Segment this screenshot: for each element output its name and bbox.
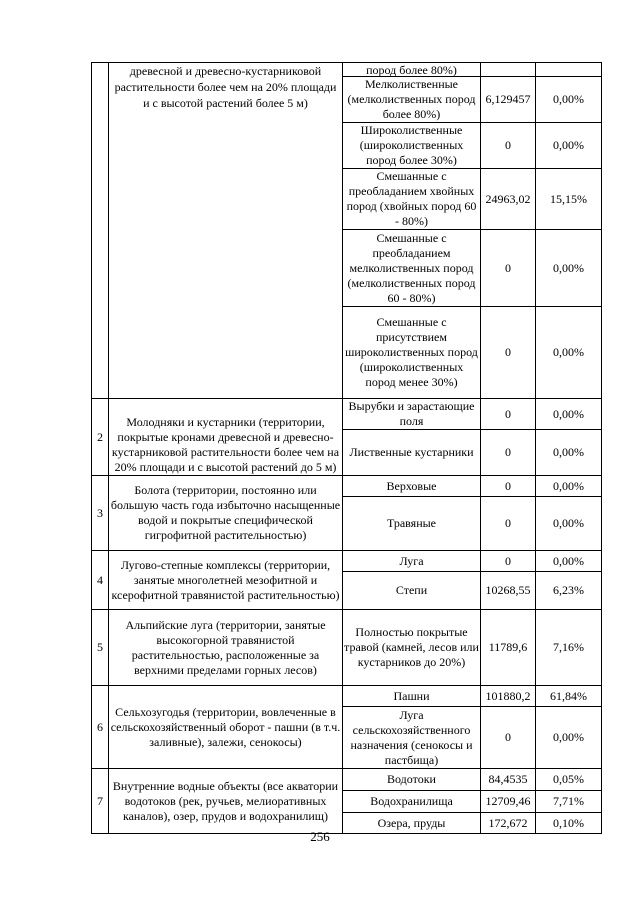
area-cell: 0	[481, 399, 536, 430]
subtype-cell: Вырубки и зарастающие поля	[343, 399, 481, 430]
area-cell: 0	[481, 230, 536, 307]
share-cell: 0,00%	[536, 77, 602, 123]
category-cell: Альпийские луга (территории, занятые высокогорной травянистой растительностью, расположенные за верхними пределами горных лесов)	[109, 610, 343, 686]
category-cell: Внутренние водные объекты (все акватории водотоков (рек, ручьев, мелиоративных каналов), озер, прудов и водохранилищ)	[109, 769, 343, 834]
area-cell: 101880,2	[481, 686, 536, 707]
share-cell: 0,00%	[536, 497, 602, 551]
subtype-cell: Пашни	[343, 686, 481, 707]
area-cell: 0	[481, 430, 536, 476]
share-cell: 0,00%	[536, 707, 602, 769]
share-cell: 0,00%	[536, 430, 602, 476]
area-cell: 0	[481, 476, 536, 497]
subtype-cell: Полностью покрытые травой (камней, лесов или кустарников до 20%)	[343, 610, 481, 686]
subtype-cell: Смешанные с присутствием широколиственных пород (широколиственных пород менее 30%)	[343, 307, 481, 399]
category-cell: Сельхозугодья (территории, вовлеченные в сельскохозяйственный оборот - пашни (в т.ч. заливные), залежи, сенокосы)	[109, 686, 343, 769]
table-row	[92, 476, 602, 497]
table-row	[92, 63, 602, 77]
share-cell: 0,00%	[536, 551, 602, 572]
area-cell: 0	[481, 307, 536, 399]
share-cell: 0,00%	[536, 476, 602, 497]
table-row	[92, 610, 602, 686]
row-number: 7	[92, 769, 109, 834]
table-row	[92, 686, 602, 707]
category-cell: Болота (территории, постоянно или большую часть года избыточно насыщенные водой и покрытые специфической гигрофитной растительностью)	[109, 476, 343, 551]
share-cell: 61,84%	[536, 686, 602, 707]
subtype-cell: пород более 80%)	[343, 63, 481, 77]
area-cell	[481, 63, 536, 77]
category-cell: Лугово-степные комплексы (территории, занятые многолетней мезофитной и ксерофитной травянистой растительностью)	[109, 551, 343, 610]
subtype-cell: Верховые	[343, 476, 481, 497]
area-cell: 24963,02	[481, 169, 536, 230]
share-cell: 7,71%	[536, 791, 602, 813]
share-cell: 15,15%	[536, 169, 602, 230]
subtype-cell: Смешанные с преобладанием мелколиственных пород (мелколиственных пород 60 - 80%)	[343, 230, 481, 307]
subtype-cell: Травяные	[343, 497, 481, 551]
subtype-cell: Озера, пруды	[343, 813, 481, 834]
share-cell: 0,10%	[536, 813, 602, 834]
row-number: 2	[92, 399, 109, 476]
share-cell: 0,05%	[536, 769, 602, 791]
subtype-cell: Смешанные с преобладанием хвойных пород (хвойных пород 60 - 80%)	[343, 169, 481, 230]
category-cell: Молодняки и кустарники (территории, покрытые кронами древесной и древесно-кустарниковой растительности более чем на 20% площади и с высотой растений до 5 м)	[109, 399, 343, 476]
table-row	[92, 769, 602, 791]
subtype-cell: Широколиственные (широколиственных пород более 30%)	[343, 123, 481, 169]
land-cover-table	[91, 62, 602, 834]
area-cell: 6,129457	[481, 77, 536, 123]
area-cell: 172,672	[481, 813, 536, 834]
table-row	[92, 399, 602, 430]
table-row	[92, 551, 602, 572]
subtype-cell: Луга	[343, 551, 481, 572]
area-cell: 0	[481, 123, 536, 169]
subtype-cell: Водохранилища	[343, 791, 481, 813]
subtype-cell: Мелколиственные (мелколиственных пород более 80%)	[343, 77, 481, 123]
row-number: 6	[92, 686, 109, 769]
share-cell: 7,16%	[536, 610, 602, 686]
row-number: 3	[92, 476, 109, 551]
area-cell: 11789,6	[481, 610, 536, 686]
share-cell: 0,00%	[536, 399, 602, 430]
subtype-cell: Лиственные кустарники	[343, 430, 481, 476]
area-cell: 84,4535	[481, 769, 536, 791]
area-cell: 12709,46	[481, 791, 536, 813]
share-cell	[536, 63, 602, 77]
area-cell: 0	[481, 551, 536, 572]
area-cell: 0	[481, 707, 536, 769]
share-cell: 0,00%	[536, 230, 602, 307]
page-number: 256	[310, 829, 330, 844]
subtype-cell: Степи	[343, 572, 481, 610]
row-number: 5	[92, 610, 109, 686]
area-cell: 10268,55	[481, 572, 536, 610]
category-cell: древесной и древесно-кустарниковой растительности более чем на 20% площади и с высотой растений более 5 м)	[109, 63, 343, 399]
share-cell: 0,00%	[536, 123, 602, 169]
row-number	[92, 63, 109, 399]
subtype-cell: Луга сельскохозяйственного назначения (сенокосы и пастбища)	[343, 707, 481, 769]
area-cell: 0	[481, 497, 536, 551]
row-number: 4	[92, 551, 109, 610]
share-cell: 0,00%	[536, 307, 602, 399]
share-cell: 6,23%	[536, 572, 602, 610]
subtype-cell: Водотоки	[343, 769, 481, 791]
